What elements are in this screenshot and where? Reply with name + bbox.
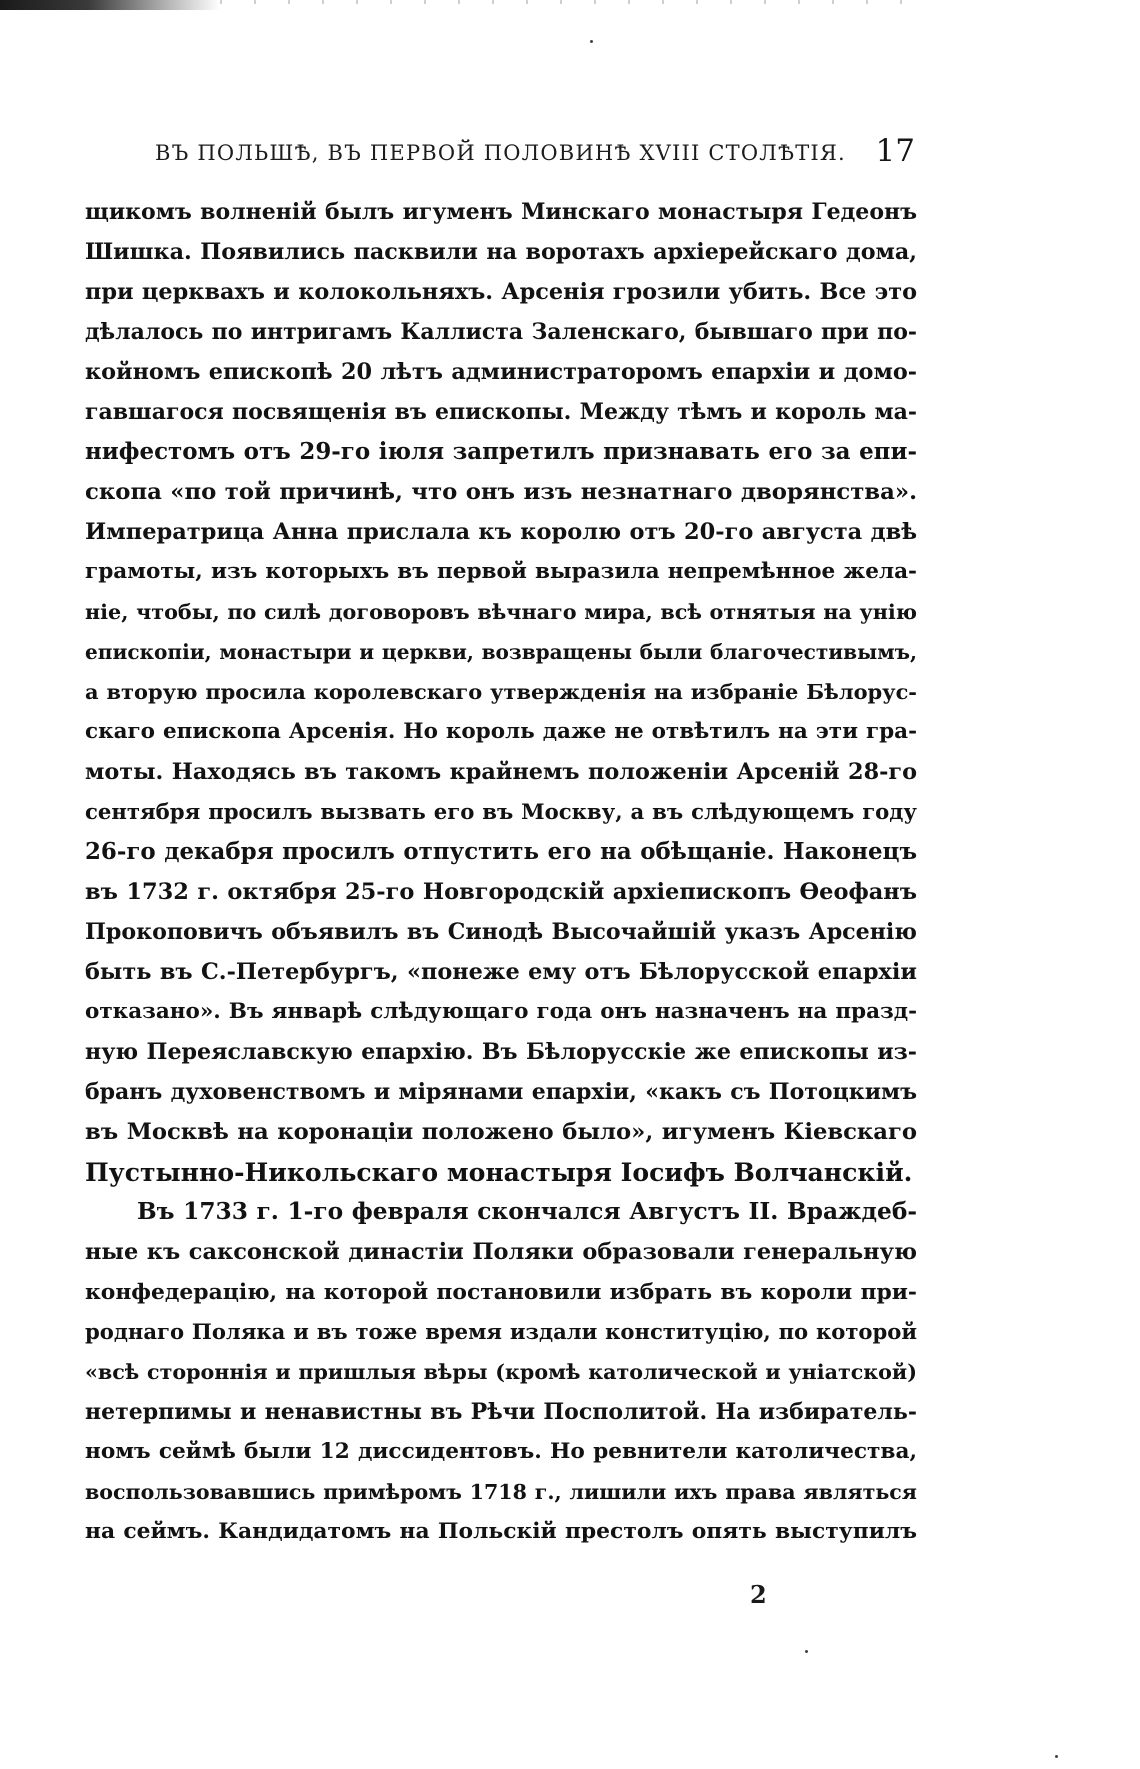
text-line: Въ 1733 г. 1-го февраля скончался Августъ II. Враждеб- (137, 1198, 917, 1225)
text-line: Прокоповичъ объявилъ въ Синодѣ Высочайшій указъ Арсенію (85, 919, 917, 945)
text-line: въ 1732 г. октября 25-го Новгородскій архіепископъ Ѳеофанъ (85, 879, 917, 905)
text-line: 26-го декабря просилъ отпустить его на обѣщаніе. Наконецъ (85, 839, 917, 865)
text-line: дѣлалось по интригамъ Каллиста Заленскаго, бывшаго при по- (85, 319, 917, 345)
text-line: моты. Находясь въ такомъ крайнемъ положеніи Арсеній 28-го (85, 759, 917, 785)
text-line: а вторую просила королевскаго утвержденія на избраніе Бѣлорус- (85, 679, 917, 704)
signature-mark: 2 (750, 1580, 767, 1609)
text-line: скопа «по той причинѣ, что онъ изъ незнатнаго дворянства». (85, 479, 917, 505)
text-line: при церквахъ и колокольняхъ. Арсенія грозили убить. Все это (85, 279, 917, 305)
text-line: конфедерацію, на которой постановили избрать въ короли при- (85, 1279, 917, 1305)
text-line: въ Москвѣ на коронаціи положено было», игуменъ Кіевскаго (85, 1119, 917, 1145)
text-line: роднаго Поляка и въ тоже время издали конституцію, по которой (85, 1319, 917, 1344)
page-number: 17 (875, 133, 915, 169)
text-line: «всѣ стороннія и пришлыя вѣры (кромѣ католической и уніатской) (85, 1360, 917, 1384)
dust-speck (1055, 1755, 1058, 1758)
text-line: Императрица Анна прислала къ королю отъ 20-го августа двѣ (85, 519, 917, 545)
text-line: на сеймъ. Кандидатомъ на Польскій престолъ опять выступилъ (85, 1519, 917, 1544)
scan-edge-shadow (0, 0, 220, 10)
text-line: отказано». Въ январѣ слѣдующаго года онъ назначенъ на празд- (85, 999, 917, 1024)
text-line: щикомъ волненій былъ игуменъ Минскаго монастыря Гедеонъ (85, 199, 917, 225)
text-line: Пустынно-Никольскаго монастыря Іосифъ Волчанскій. (85, 1157, 913, 1187)
body-text (85, 192, 917, 1552)
text-line: скаго епископа Арсенія. Но король даже не отвѣтилъ на эти гра- (85, 719, 917, 744)
running-head (155, 133, 915, 173)
text-line: быть въ С.-Петербургъ, «понеже ему отъ Бѣлорусской епархіи (85, 959, 917, 985)
text-line: воспользовавшись примѣромъ 1718 г., лишили ихъ права являться (85, 1480, 917, 1504)
scan-edge-noise (220, 0, 920, 4)
text-line: ную Переяславскую епархію. Въ Бѣлорусскіе же епископы из- (85, 1039, 917, 1065)
dust-speck (805, 1650, 808, 1653)
text-line: ные къ саксонской династіи Поляки образовали генеральную (85, 1239, 917, 1265)
text-line: грамоты, изъ которыхъ въ первой выразила непремѣнное жела- (85, 559, 917, 584)
text-line: койномъ епископѣ 20 лѣтъ администраторомъ епархіи и домо- (85, 359, 917, 385)
running-title: ВЪ ПОЛЬШѢ, ВЪ ПЕРВОЙ ПОЛОВИНѢ XVIII СТОЛѢТІЯ. (155, 141, 846, 165)
text-line: нетерпимы и ненавистны въ Рѣчи Посполитой. На избиратель- (85, 1399, 917, 1425)
paragraph-1 (85, 192, 917, 1192)
paragraph-2 (85, 1192, 917, 1552)
text-line: сентября просилъ вызвать его въ Москву, а въ слѣдующемъ году (85, 799, 917, 824)
text-line: номъ сеймѣ были 12 диссидентовъ. Но ревнители католичества, (85, 1439, 917, 1464)
text-line: гавшагося посвященія въ епископы. Между тѣмъ и король ма- (85, 399, 917, 425)
text-line: нифестомъ отъ 29-го іюля запретилъ признавать его за епи- (85, 438, 917, 465)
text-line: бранъ духовенствомъ и мірянами епархіи, «какъ съ Потоцкимъ (85, 1079, 917, 1105)
text-line: епископіи, монастыри и церкви, возвращены были благочестивымъ, (85, 640, 917, 664)
text-line: Шишка. Появились пасквили на воротахъ архіерейскаго дома, (85, 239, 917, 265)
dust-speck (590, 40, 593, 43)
text-line: ніе, чтобы, по силѣ договоровъ вѣчнаго мира, всѣ отнятыя на унію (85, 600, 917, 624)
